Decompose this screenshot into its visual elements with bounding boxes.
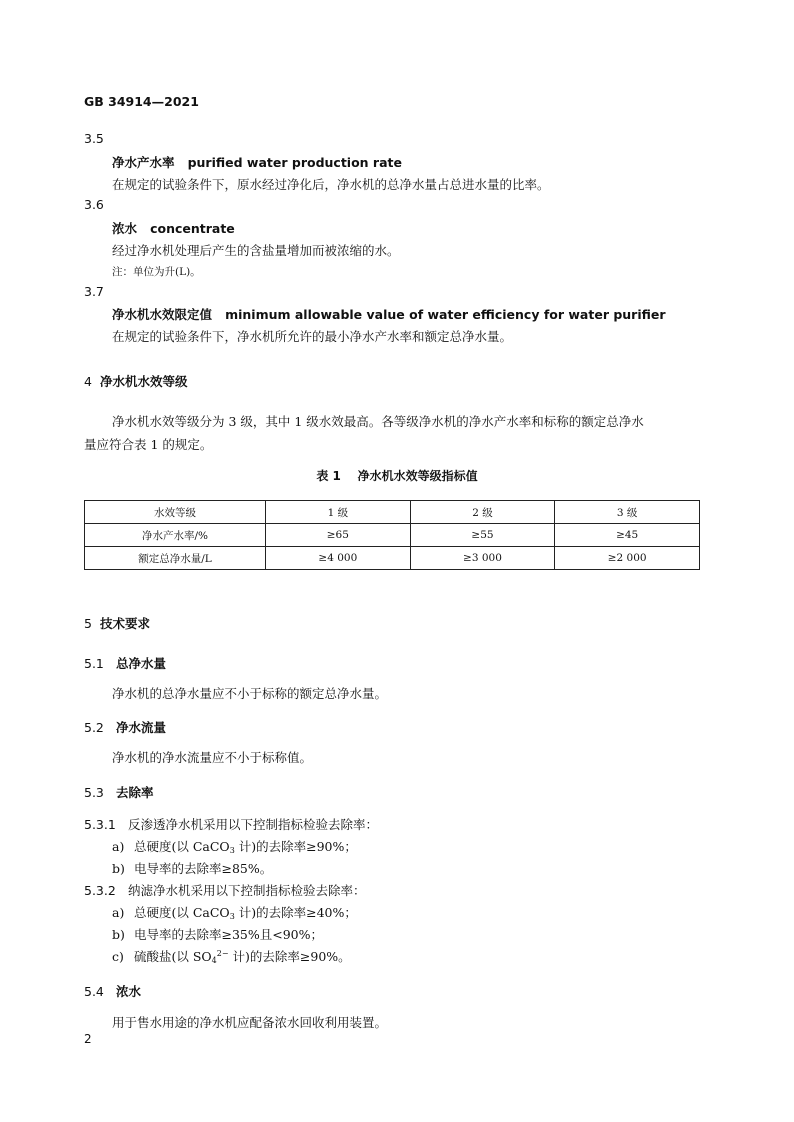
- term-zh: 净水机水效限定值: [112, 307, 213, 322]
- clause-number-3-5: 3.5: [84, 131, 104, 146]
- term-en: concentrate: [150, 221, 235, 236]
- list-item: [112, 859, 272, 877]
- section-title: 净水流量: [116, 720, 167, 735]
- section-number: 5.4: [84, 984, 104, 999]
- term-en: minimum allowable value of water efficiency for water purifier: [225, 307, 666, 322]
- table-header-cell: 2 级: [410, 501, 555, 524]
- list-marker: c): [112, 949, 124, 964]
- section-number: 5.3: [84, 785, 104, 800]
- clause-5-3-2: [84, 881, 366, 899]
- list-marker: a): [112, 905, 125, 920]
- list-text: 总硬度(以 CaCO: [134, 839, 230, 854]
- document-code: GB 34914—2021: [84, 94, 199, 109]
- list-item: [112, 903, 357, 921]
- list-marker: a): [112, 839, 125, 854]
- list-text: 总硬度(以 CaCO: [134, 905, 230, 920]
- clause-number: 5.3.2: [84, 883, 116, 898]
- section-4-paragraph-line2: 量应符合表 1 的规定。: [84, 437, 213, 452]
- definition-body-3-5: 在规定的试验条件下，原水经过净化后，净水机的总净水量占总进水量的比率。: [112, 177, 550, 192]
- list-marker: b): [112, 861, 125, 876]
- subscript: 4: [211, 956, 217, 965]
- page-number: 2: [84, 1032, 92, 1046]
- section-5-4-heading: [84, 982, 141, 1000]
- list-marker: b): [112, 927, 125, 942]
- clause-text: 纳滤净水机采用以下控制指标检验去除率：: [128, 883, 366, 898]
- list-text: 硫酸盐(以 SO: [134, 949, 212, 964]
- section-5-2-heading: [84, 718, 166, 736]
- table-header-cell: 1 级: [266, 501, 411, 524]
- clause-5-3-1: [84, 815, 378, 833]
- table-cell: ≥65: [266, 524, 411, 547]
- list-text: 电导率的去除率≥85%。: [134, 861, 273, 876]
- table-header-cell: 3 级: [555, 501, 700, 524]
- table-header-row: [85, 501, 700, 524]
- section-title: 技术要求: [100, 616, 151, 631]
- list-text-post: 计)的去除率≥90%；: [234, 839, 357, 854]
- table-cell: ≥4 000: [266, 547, 411, 570]
- list-text: 电导率的去除率≥35%且<90%；: [134, 927, 324, 942]
- subscript: 3: [229, 846, 235, 855]
- table-caption: 表 1 净水机水效等级指标值: [316, 469, 478, 483]
- subscript: 3: [229, 912, 235, 921]
- term-zh: 净水产水率: [112, 155, 175, 170]
- clause-number: 5.3.1: [84, 817, 116, 832]
- section-title: 净水机水效等级: [100, 374, 188, 389]
- table-cell: ≥45: [555, 524, 700, 547]
- table-cell: ≥3 000: [410, 547, 555, 570]
- section-4-paragraph-line1: 净水机水效等级分为 3 级，其中 1 级水效最高。各等级净水机的净水产水率和标称的额定总净水: [112, 414, 644, 429]
- note-3-6: 注：单位为升(L)。: [112, 266, 201, 278]
- section-number: 5: [84, 616, 92, 631]
- term-3-6: [112, 219, 235, 237]
- section-5-1-body: 净水机的总净水量应不小于标称的额定总净水量。: [112, 686, 388, 701]
- table-cell: ≥2 000: [555, 547, 700, 570]
- table-cell: ≥55: [410, 524, 555, 547]
- table-header-cell: 水效等级: [85, 501, 266, 524]
- table-cell: 额定总净水量/L: [85, 547, 266, 570]
- superscript: 2−: [216, 949, 229, 958]
- list-item: [112, 925, 323, 943]
- definition-body-3-6: 经过净水机处理后产生的含盐量增加而被浓缩的水。: [112, 243, 400, 258]
- term-3-7: [112, 305, 666, 323]
- table-row: [85, 547, 700, 570]
- clause-number-3-7: 3.7: [84, 284, 104, 299]
- section-5-2-body: 净水机的净水流量应不小于标称值。: [112, 750, 313, 765]
- term-3-5: [112, 153, 402, 171]
- section-4-heading: [84, 372, 188, 390]
- section-5-4-body: 用于售水用途的净水机应配备浓水回收利用装置。: [112, 1015, 388, 1030]
- list-text-post: 计)的去除率≥90%。: [228, 949, 351, 964]
- term-en: purified water production rate: [187, 155, 402, 170]
- section-number: 5.2: [84, 720, 104, 735]
- list-item: [112, 947, 351, 965]
- definition-body-3-7: 在规定的试验条件下，净水机所允许的最小净水产水率和额定总净水量。: [112, 329, 513, 344]
- table-row: [85, 524, 700, 547]
- list-item: [112, 837, 357, 855]
- water-efficiency-grade-table: [84, 500, 700, 570]
- section-title: 去除率: [116, 785, 154, 800]
- section-5-3-heading: [84, 783, 154, 801]
- clause-number-3-6: 3.6: [84, 197, 104, 212]
- section-title: 浓水: [116, 984, 142, 999]
- section-5-1-heading: [84, 654, 166, 672]
- section-5-heading: [84, 614, 150, 632]
- section-title: 总净水量: [116, 656, 167, 671]
- term-zh: 浓水: [112, 221, 138, 236]
- clause-text: 反渗透净水机采用以下控制指标检验去除率：: [128, 817, 379, 832]
- section-number: 5.1: [84, 656, 104, 671]
- table-cell: 净水产水率/%: [85, 524, 266, 547]
- list-text-post: 计)的去除率≥40%；: [234, 905, 357, 920]
- section-number: 4: [84, 374, 92, 389]
